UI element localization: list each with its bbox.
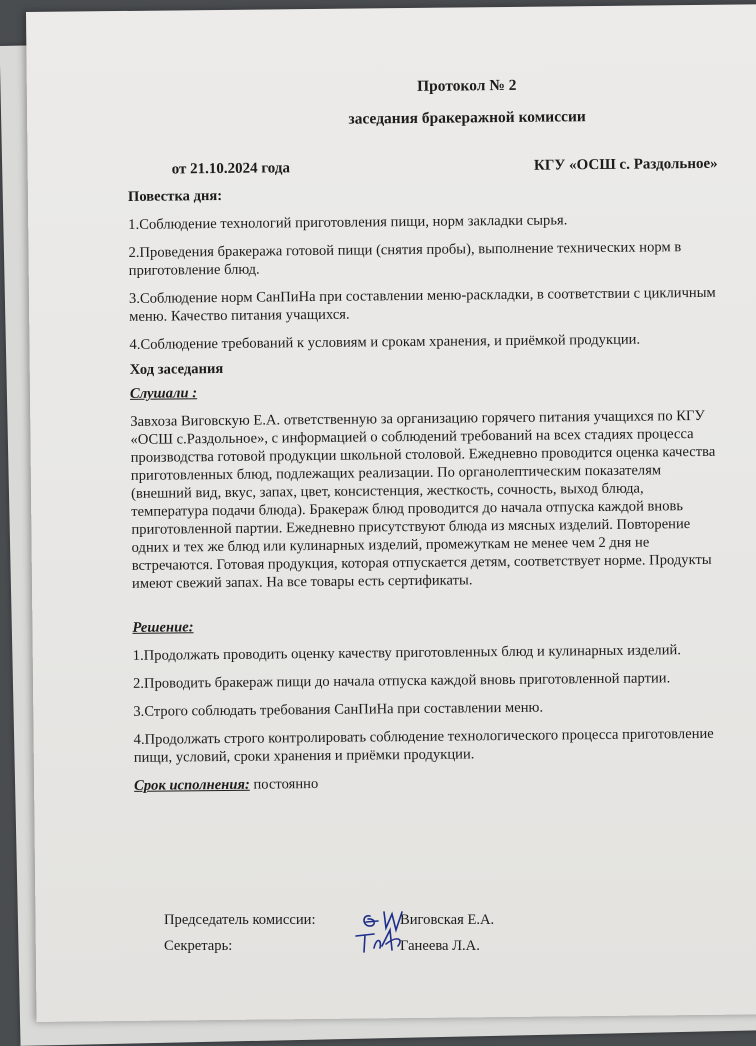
agenda-title: Повестка дня: [127,187,223,205]
decision-label: Решение: [132,619,194,636]
deadline-value: постоянно [249,775,319,793]
heard-label: Слушали : [129,385,198,402]
agenda-item: 1.Соблюдение технологий приготовления пищи, норм закладки сырья. [128,212,568,233]
date-row [128,155,718,179]
decision-item: 2.Проводить бракераж пищи до начала отпуска каждой вновь приготовленной партии. [132,670,671,692]
deadline [134,771,724,795]
secretary-signature-row [164,938,584,964]
secretary-name: Ганеева Л.А. [400,938,480,954]
chair-label: Председатель комиссии: [164,912,316,928]
protocol-subtitle: заседания бракеражной комиссии [348,108,586,128]
signature-block [164,912,584,964]
protocol-date: от 21.10.2024 года [171,160,291,178]
organization-name: КГУ «ОСШ с. Раздольное» [533,155,718,174]
decision-item: 3.Строго соблюдать требования СанПиНа при составлении меню. [133,699,544,720]
chair-name: Виговская Е.А. [400,912,495,928]
decision-item: 1.Продолжать проводить оценку качеству приготовленных блюд и кулинарных изделий. [132,642,682,664]
protocol-title: Протокол № 2 [416,76,517,95]
document-body [127,75,724,795]
meeting-title: Ход заседания [129,360,224,378]
deadline-label: Срок исполнения: [134,776,250,794]
secretary-label: Секретарь: [164,938,233,954]
agenda-item: 2.Проведения бракеража готовой пищи (снятия пробы), выполнение технических норм в приготовление блюд. [128,239,682,279]
heard-text: Завхоза Виговскую Е.А. ответственную за организацию горячего питания учащихся по КГУ «ОСШ с.Раздольное», с информацией о соблюдений требований на всех стадиях процесса производства готовой продукции школьной столовой. Ежедневно проводится оценка качества приготовленных блюд, подлежащих реализации. По органолептическим показателям (внешний вид, вкус, запах, цвет, консистенция, жесткость, сочность, выход блюда, температура подачи блюда). Бракераж блюд проводится до начала отпуска каждой вновь приготовленной партии. Ежедневно присутствуют блюда из мясных изделий. Повторение одних и тех же блюд или кулинарных изделий, промежуткам не менее чем 2 дня не встречаются. Готовая продукция, которая отпускается детям, соответствует норме. Продукты имеют свежий запах. На все товары есть сертификаты. [130,407,716,592]
agenda-item: 4.Соблюдение требований к условиям и срокам хранения, и приёмкой продукции. [129,331,641,353]
decision-item: 4.Продолжать строго контролировать соблюдение технологического процесса приготовление пищи, условий, сроки хранения и приёмки продукции. [133,725,714,766]
document-page [26,4,756,1022]
agenda-item: 3.Соблюдение норм СанПиНа при составлении меню-раскладки, в соответствии с цикличным меню. Качество питания учащихся. [128,284,716,325]
